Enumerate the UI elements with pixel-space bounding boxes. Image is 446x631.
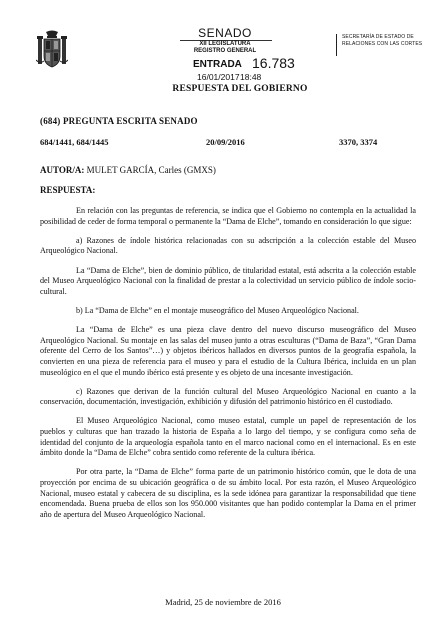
body-paragraph: La “Dama de Elche” es una pieza clave dentro del nuevo discurso museográfico del Museo Arqueológico Nacional. Su montaje en las salas del museo junto a otras esculturas (“Dama de Baza”, “Gran Dama oferente del Cerro de los Santos”…) y objetos ibéricos hallados en diversos puntos de la geografía española, la convierten en una pieza de referencia para el museo y para el estudio de la Cultura Ibérica, incluida en un plan museológico en el que el mundo ibérico está presente y es objeto de una incesante investigación. [40, 325, 416, 377]
body-paragraph: En relación con las preguntas de referencia, se indica que el Gobierno no contempla en la actualidad la posibilidad de ceder de forma temporal o permanente la “Dama de Elche”, tomando en consideración lo que sigue: [40, 206, 416, 226]
closing-date: Madrid, 25 de noviembre de 2016 [165, 597, 281, 607]
author-label: AUTOR/A: [40, 165, 85, 175]
question-date: 20/09/2016 [206, 137, 245, 147]
body-paragraph: b) La “Dama de Elche” en el montaje museográfico del Museo Arqueológico Nacional. [76, 305, 359, 315]
secretaria-line-1: SECRETARÍA DE ESTADO DE [342, 34, 414, 40]
entrada-number: 16.783 [252, 55, 295, 71]
coat-of-arms-icon [36, 30, 68, 70]
entrada-label: ENTRADA [193, 59, 242, 70]
body-paragraph: Por otra parte, la “Dama de Elche” forma parte de un patrimonio histórico común, que le dota de una proyección por encima de su ubicación geográfica o de su ámbito local. Por esta razón, el Museo Arqueológico Nacional, museo estatal y cabecera de su disciplina, es la sede idónea para garantizar la responsabilidad que tiene encomendada. Buena prueba de ellos son los 950.000 visitantes que han podido contemplar la Dama en el primer año de apertura del Museo Arqueológico Nacional. [40, 467, 416, 519]
document-title: RESPUESTA DEL GOBIERNO [172, 84, 308, 94]
pregunta-heading: (684) PREGUNTA ESCRITA SENADO [40, 116, 198, 126]
secretaria-line-2: RELACIONES CON LAS CORTES [342, 41, 423, 47]
entrada-time: 18:48 [240, 72, 262, 82]
author-value: MULET GARCÍA, Carles (GMXS) [86, 165, 216, 175]
entry-numbers: 3370, 3374 [339, 137, 378, 147]
body-paragraph: c) Razones que derivan de la función cultural del Museo Arqueológico Nacional en cuanto a la conservación, documentación, investigación, exhibición y difusión del patrimonio histórico en él custodiado. [40, 386, 416, 407]
registro-label: REGISTRO GENERAL [193, 48, 257, 54]
body-paragraph: a) Razones de índole histórica relacionadas con su adscripción a la colección estable del Museo Arqueológico Nacional. [40, 235, 416, 256]
respuesta-label: RESPUESTA: [40, 185, 96, 195]
body-paragraph: La “Dama de Elche”, bien de dominio público, de titularidad estatal, está adscrita a la colección estable del Museo Arqueológico Nacional con la finalidad de prestar a la colectividad un servicio público de índole socio-cultural. [40, 265, 416, 296]
legislatura-label: XII LEGISLATURA [199, 41, 251, 47]
response-body [40, 206, 416, 529]
senado-title: SENADO [198, 26, 252, 40]
body-paragraph: El Museo Arqueológico Nacional, como museo estatal, cumple un papel de representación de los pueblos y culturas que han trazado la historia de España a lo largo del tiempo, y se configura como seña de identidad del conjunto de la arqueología española tanto en el marco nacional como en el internacional. Es en este ámbito donde la “Dama de Elche” cobra sentido como referente de la cultura ibérica. [40, 416, 416, 458]
entrada-date: 16/01/2017 [197, 72, 240, 82]
secretaria-block [336, 34, 428, 56]
reference-numbers: 684/1441, 684/1445 [40, 137, 109, 147]
author-line [40, 165, 216, 175]
